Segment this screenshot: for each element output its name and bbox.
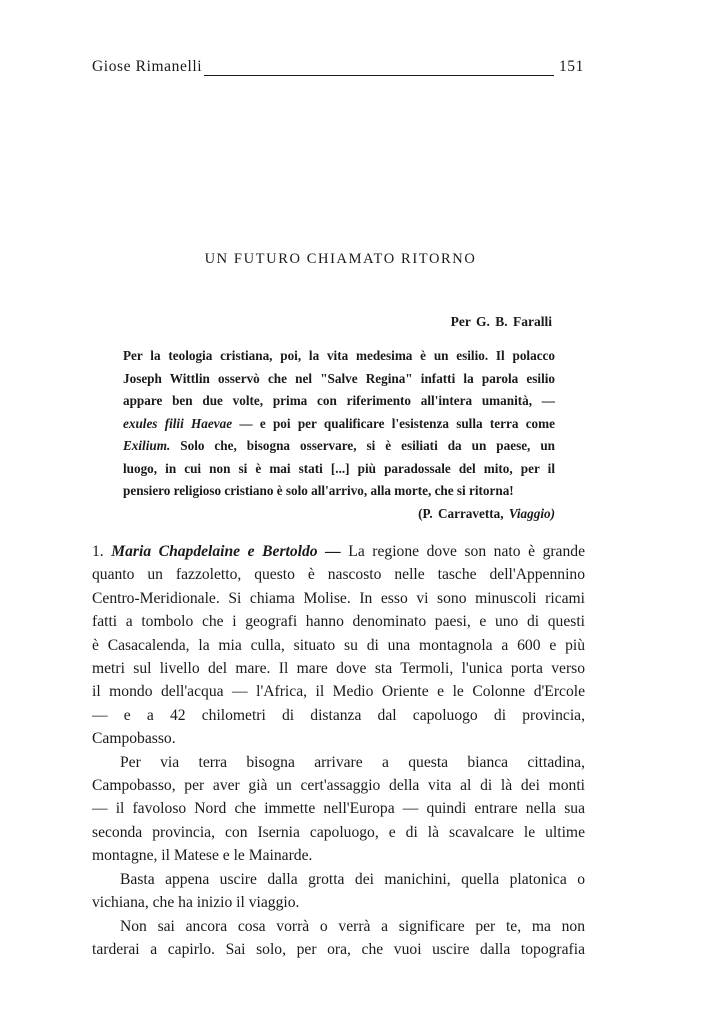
body-line: metri sul livello del mare. Il mare dove sta Termoli, l'unica porta verso — [92, 660, 585, 678]
epigraph-line: pensiero religioso cristiano è solo all'arrivo, alla morte, che si ritorna! — [123, 483, 514, 498]
epigraph-italic: Exilium. — [123, 438, 171, 453]
epigraph — [123, 345, 555, 525]
running-header — [92, 58, 584, 78]
header-rule — [204, 75, 554, 76]
body-line: — e a 42 chilometri di distanza dal capoluogo di provincia, — [92, 706, 585, 724]
body-line: fatti a tombolo che i geografi hanno denominato paesi, e uno di questi — [92, 613, 585, 631]
body-line: — il favoloso Nord che immette nell'Europa — quindi entrare nella sua — [92, 800, 585, 818]
chapter-title: UN FUTURO CHIAMATO RITORNO — [204, 251, 477, 267]
body-line: Campobasso. — [92, 730, 176, 748]
page-number: 151 — [558, 58, 584, 75]
epigraph-line: appare ben due volte, prima con riferimento all'intera umanità, — — [123, 393, 555, 408]
body-line: Centro-Meridionale. Si chiama Molise. In esso vi sono minuscoli ricami — [92, 589, 585, 607]
body-line: 1. Maria Chapdelaine e Bertoldo — La regione dove son nato è grande — [92, 543, 585, 560]
epigraph-line: exules filii Haevae — e poi per qualificare l'esistenza sulla terra come — [123, 415, 555, 431]
body-line: vichiana, che ha inizio il viaggio. — [92, 894, 300, 912]
body-line: Basta appena uscire dalla grotta dei manichini, quella platonica o — [120, 870, 585, 888]
body-line: tarderai a capirlo. Sai solo, per ora, che vuoi uscire dalla topografia — [92, 940, 585, 958]
epigraph-attribution: (P. Carravetta, Viaggio) — [418, 505, 555, 521]
section-title: Maria Chapdelaine e Bertoldo — — [111, 543, 341, 560]
body-line: quanto un fazzoletto, questo è nascosto nelle tasche dell'Appennino — [92, 566, 585, 584]
body-text — [92, 540, 585, 961]
body-line: è Casacalenda, la mia culla, situato su di una montagnola a 600 e più — [92, 636, 585, 654]
body-line: Per via terra bisogna arrivare a questa bianca cittadina, — [120, 753, 585, 771]
body-line: Non sai ancora cosa vorrà o verrà a significare per te, ma non — [120, 917, 585, 935]
body-line: montagne, il Matese e le Mainarde. — [92, 847, 313, 865]
running-header-author: Giose Rimanelli — [92, 58, 203, 75]
body-line: il mondo dell'acqua — l'Africa, il Medio Oriente e le Colonne d'Ercole — [92, 683, 585, 701]
epigraph-line: Per la teologia cristiana, poi, la vita medesima è un esilio. Il polacco — [123, 348, 555, 363]
epigraph-line: luogo, in cui non si è mai stati [...] più paradossale del mito, per il — [123, 460, 555, 476]
epigraph-line: Exilium. Solo che, bisogna osservare, si è esiliati da un paese, un — [123, 438, 555, 453]
epigraph-line: Joseph Wittlin osservò che nel "Salve Regina" infatti la parola esilio — [123, 370, 555, 386]
body-line: Campobasso, per aver già un cert'assaggio della vita al di là dei monti — [92, 777, 585, 795]
body-line: seconda provincia, con Isernia capoluogo, e di là scavalcare le ultime — [92, 823, 585, 841]
epigraph-italic: exules filii Haevae — [123, 415, 233, 431]
section-number: 1. — [92, 543, 112, 560]
byline: Per G. B. Faralli — [450, 314, 552, 329]
